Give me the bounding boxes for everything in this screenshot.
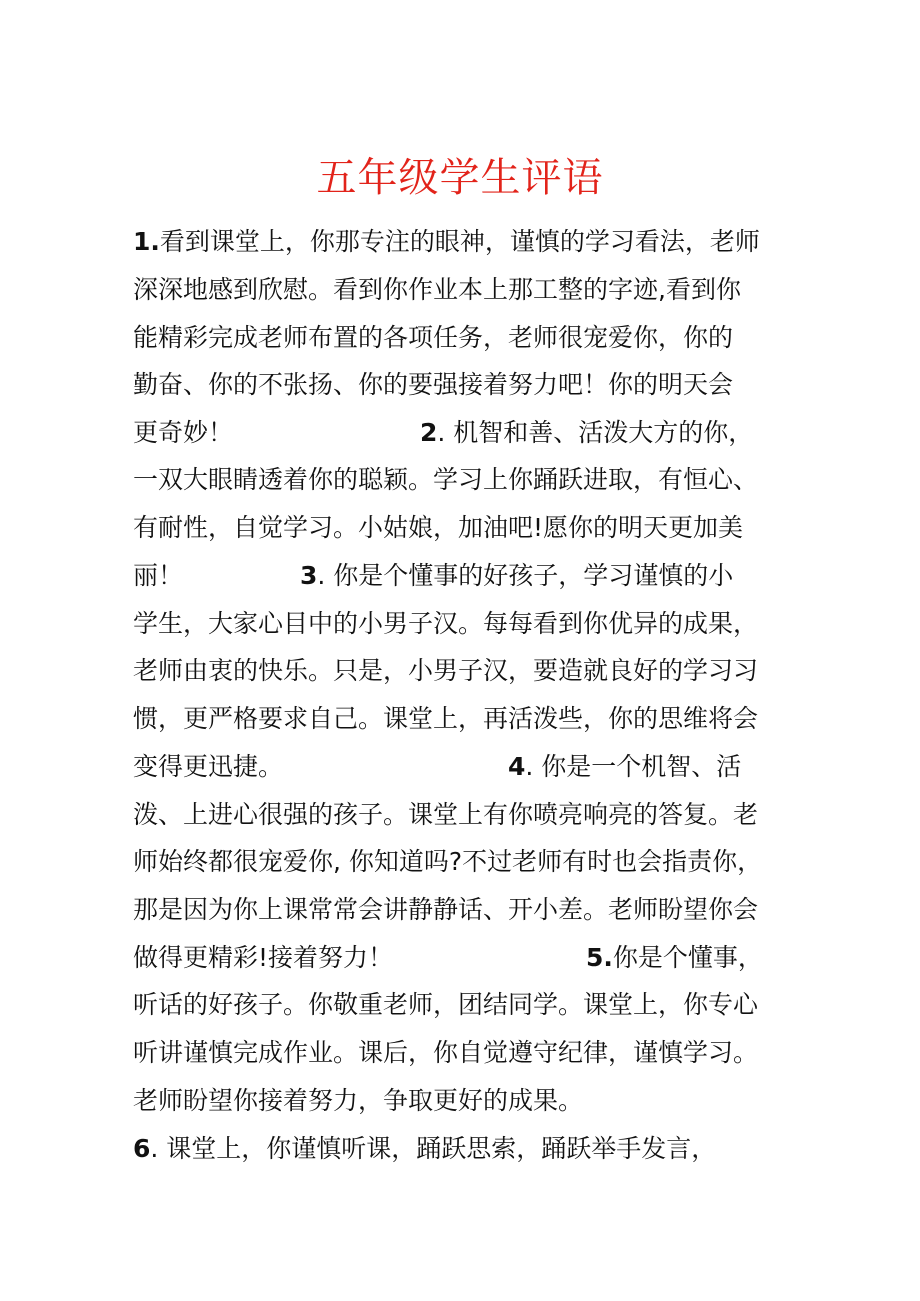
text-line [133,415,754,451]
line-text: . 你是一个机智、活 [525,752,742,781]
tail-segment [300,558,733,594]
text-line [133,1035,758,1071]
tail-segment [586,940,763,976]
text-line [133,892,758,928]
line-text: 深深地感到欣慰。看到你作业本上那工整的字迹,看到你 [133,275,741,304]
text-line [133,462,758,498]
item-number: 5. [586,943,613,972]
line-text: 你是个懂事， [612,943,763,972]
line-text: 学生，大家心目中的小男子汉。每每看到你优异的成果， [133,609,759,638]
text-line [133,1083,583,1119]
text-line [133,1131,716,1167]
line-text: 变得更迅捷。 [133,752,284,781]
line-text: 看到课堂上，你那专注的眼神，谨慎的学习看法，老师 [159,227,760,256]
line-text: 泼、上进心很强的孩子。课堂上有你喷亮响亮的答复。老 [133,800,759,829]
tail-segment [420,415,753,451]
line-text: 师始终都很宠爱你, 你知道吗?不过老师有时也会指责你， [133,847,763,876]
line-text: 老师盼望你接着努力，争取更好的成果。 [133,1086,584,1115]
text-line [133,749,742,785]
tail-segment [508,749,741,785]
line-text: 丽！ [133,561,184,590]
line-text: . 机智和善、活泼大方的你， [437,418,754,447]
line-text: 老师由衷的快乐。只是，小男子汉，要造就良好的学习习 [133,656,759,685]
line-text: 听讲谨慎完成作业。课后，你自觉遵守纪律，谨慎学习。 [133,1038,759,1067]
text-line [133,320,733,356]
item-number: 1. [133,227,160,256]
text-line [133,940,763,976]
text-line [133,367,733,403]
item-number: 3 [300,561,318,590]
line-text: 惯，更严格要求自己。课堂上，再活泼些，你的思维将会 [133,704,759,733]
line-text: 能精彩完成老师布置的各项任务，老师很宠爱你，你的 [133,323,734,352]
page-title: 五年级学生评语 [316,155,604,201]
text-line [133,653,758,689]
line-text: 有耐性，自觉学习。小姑娘，加油吧!愿你的明天更加美 [133,513,744,542]
text-line [133,606,758,642]
item-number: 2 [420,418,438,447]
text-line [133,797,758,833]
text-line [133,558,734,594]
line-text: . 课堂上，你谨慎听课，踊跃思索，踊跃举手发言， [150,1134,717,1163]
text-line [133,272,741,308]
text-line [133,224,760,260]
text-line [133,987,758,1023]
line-text: 那是因为你上课常常会讲静静话、开小差。老师盼望你会 [133,895,759,924]
line-text: . 你是个懂事的好孩子，学习谨慎的小 [317,561,734,590]
item-number: 6 [133,1134,151,1163]
text-line [133,701,758,737]
line-text: 做得更精彩!接着努力！ [133,943,394,972]
line-text: 勤奋、你的不张扬、你的要强接着努力吧！你的明天会 [133,370,734,399]
text-line [133,844,762,880]
line-text: 听话的好孩子。你敬重老师，团结同学。课堂上，你专心 [133,990,759,1019]
text-line [133,510,743,546]
line-text: 更奇妙！ [133,418,234,447]
line-text: 一双大眼睛透着你的聪颖。学习上你踊跃进取，有恒心、 [133,465,759,494]
item-number: 4 [508,752,526,781]
